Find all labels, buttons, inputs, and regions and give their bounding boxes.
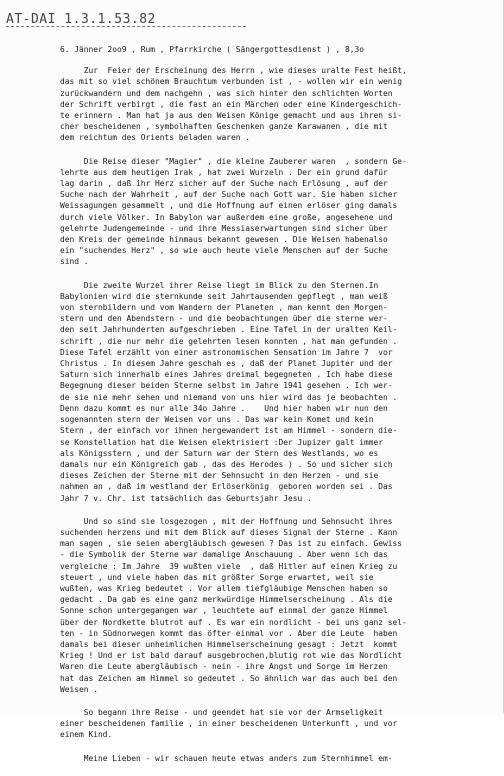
text-line: als Königsstern , und der Saturn war der Stern des Westlands, wo es	[60, 448, 379, 458]
text-line: Meine Lieben - wir schauen heute etwas anders zum Sternhimmel em-	[60, 753, 393, 763]
text-line: von sternbildern und vom Wandern der Planeten , man kennt den Morgen-	[60, 303, 388, 313]
text-line: cher bescheidenen , symbolhaften Geschenken ganze Karawanen , die mit	[60, 122, 388, 132]
text-line: Christus . In diesem Jahre geschah es , daß der Planet Jupiter und der	[60, 359, 393, 369]
text-line: Saturn sich innerhalb eines Jahres dreimal begegneten . Ich habe diese	[60, 370, 393, 380]
text-line: man sagen , sie seien abergläubisch gewesen ? Das ist zu einfach. Gewiss	[60, 539, 403, 549]
text-line: ten - in Südnorwegen kommt das öfter einmal vor . Aber die Leute haben	[60, 628, 398, 638]
text-line: Weissagungen gesammelt , und die Hoffnung auf einen erlöser ging damals	[60, 201, 398, 211]
paragraph	[60, 65, 500, 143]
text-line: schrift , die nur mehr die gelehrten lesen konnten , hat man gefunden .	[60, 336, 398, 346]
document-body	[60, 44, 500, 776]
text-line: nahmen an , daß im westland der Erlöserkönig geboren worden sei . Das	[60, 482, 393, 492]
text-line: te erinnern . Man hat ja aus den Weisen Könige gemacht und aus ihren si-	[60, 111, 403, 121]
text-line: Babylonien wird die sternkunde seit Jahrtausenden gepflegt , man weiß	[60, 291, 388, 301]
archive-stamp: AT-DAI 1.3.1.53.82	[6, 12, 156, 27]
text-line: damals bei dieser unheimlichen Himmelserscheinung gesagt : Jetzt kommt	[60, 639, 398, 649]
text-line: lehrte aus dem heutigen Irak , hat zwei Wurzeln . Der ein grund dafür	[60, 167, 388, 177]
text-line: dieses Zeichen der Sterne mit der Sehnsucht in den Herzen - und sie	[60, 471, 379, 481]
text-line: Krieg ! Und er ist bald darauf ausgebrochen,blutig rot wie das Nordlicht	[60, 651, 403, 661]
text-line: ein "suchendes Herz" , so wie auch heute viele Menschen auf der Suche	[60, 246, 388, 256]
text-line: - die Symbolik der Sterne war damalige Anschauung . Aber wenn ich das	[60, 550, 388, 560]
text-line: zurückwandern und dem nachgehn , was sich hinter den schlichten Worten	[60, 88, 393, 98]
paragraph	[60, 156, 500, 268]
text-line: der Schrift verbirgt , die fast an ein Märchen oder eine Kindergeschich-	[60, 99, 403, 109]
text-line: vergleiche : Im Jahre 39 wußten viele , daß Hitler auf einen Krieg zu	[60, 561, 398, 571]
text-line: einer bescheidenen familie , in einer bescheidenen Unterkunft , und vor	[60, 719, 398, 729]
text-line: se Konstellation hat die Weisen elektrisiert :Der Jupizer galt immer	[60, 437, 384, 447]
text-line: Stern , der einfach vor ihnen hergewandert ist am Himmel - sondern die-	[60, 426, 398, 436]
paragraph	[60, 516, 500, 695]
text-line: Waren die Leute abergläubisch - nein - ihre Angst und Sorge im Herzen	[60, 662, 388, 672]
text-line: So begann ihre Reise - und geendet hat sie vor der Armseligkeit	[60, 707, 384, 717]
text-line: einem Kind.	[60, 730, 113, 740]
text-line: wußten, was Krieg bedeutet . Vor allem tiefgläubige Menschen haben so	[60, 583, 388, 593]
text-line: das mit so viel schönem Brauchtum verbunden ist , - wollen wir ein wenig	[60, 77, 403, 87]
text-line: Sonne schon untergegangen war , leuchtete auf einmal der ganze Himmel	[60, 606, 388, 616]
stamp-underline	[6, 26, 246, 28]
text-line: Zur Feier der Erscheinung des Herrn , wie dieses uralte Fest heißt,	[60, 66, 407, 76]
text-line: Begegnung dieser beiden Sterne selbst im Jahre 1941 gesehen . Ich wer-	[60, 381, 393, 391]
text-line: lag darin , daß ihr Herz sicher auf der Suche nach Erlösung , auf der	[60, 179, 388, 189]
text-line: suchenden herzens und mit dem Blick auf dieses Signal der Sterne . Kann	[60, 527, 398, 537]
text-line: dem reichtum des Orients beladen waren .	[60, 133, 251, 143]
text-line: steuert , und viele haben das mit größter Sorge erwartet, weil sie	[60, 572, 374, 582]
text-line: sind .	[60, 257, 89, 267]
text-line: gelehrte Judengemeinde - und ihre Messiaserwartungen sind sicher über	[60, 223, 388, 233]
text-line: Weisen .	[60, 684, 99, 694]
paragraphs-container	[60, 65, 500, 764]
text-line: stern und den Abendstern - und die beobachtungen über die sterne wer-	[60, 314, 388, 324]
text-line: über der Nordkette blutrot auf . Es war ein nordlicht - bei uns ganz sel-	[60, 617, 407, 627]
paragraph	[60, 753, 500, 764]
text-line: Suche nach der Wahrheit , auf der Suche nach Gott war. Sie haben sicher	[60, 190, 398, 200]
text-line: durch viele Völker. In Babylon war außerdem eine große, angesehene und	[60, 212, 393, 222]
paragraph	[60, 707, 500, 741]
text-line: Die Reise dieser "Magier" , die kleine Zauberer waren , sondern Ge-	[60, 156, 407, 166]
text-line: Die zweite Wurzel ihrer Reise liegt im Blick zu den Sternen.In	[60, 280, 379, 290]
text-line: den seit Jahrhunderten aufgeschrieben . Eine Tafel in der uralten Keil-	[60, 325, 398, 335]
text-line: Und so sind sie losgezogen , mit der Hoffnung und Sehnsucht ihres	[60, 516, 393, 526]
text-line: den Kreis der gemeinde hinmaus bekannt gewesen . Die Weisen habenalso	[60, 235, 388, 245]
text-line: Jahr 7 v. Chr. ist tatsächlich das Geburtsjahr Jesu .	[60, 493, 312, 503]
text-line: Diese Tafel erzählt von einer astronomischen Sensation im Jahre 7 vor	[60, 347, 393, 357]
text-line: sogenannten stern der Weisen vor uns . Das war kein Komet und kein	[60, 415, 374, 425]
text-line: damals nur ein Königreich gab , das des Herodes ) . So und sicher sich	[60, 459, 393, 469]
document-heading: 6. Jänner 2oo9 , Rum , Pfarrkirche ( Sängergottesdienst ) , 8,3o	[60, 45, 365, 54]
text-line: Denn dazu kommt es nur alle 34o Jahre . Und hier haben wir nun den	[60, 403, 388, 413]
paragraph	[60, 280, 500, 504]
text-line: gedacht . Da gab es eine ganz merkwürdige Himmelserscheinung . Als die	[60, 595, 393, 605]
text-line: de sie nie mehr sehen und niemand von uns hier wird das je beobachten .	[60, 392, 398, 402]
text-line: hat das Zeichen am Himmel so gedeutet . So ähnlich war das auch bei den	[60, 673, 398, 683]
